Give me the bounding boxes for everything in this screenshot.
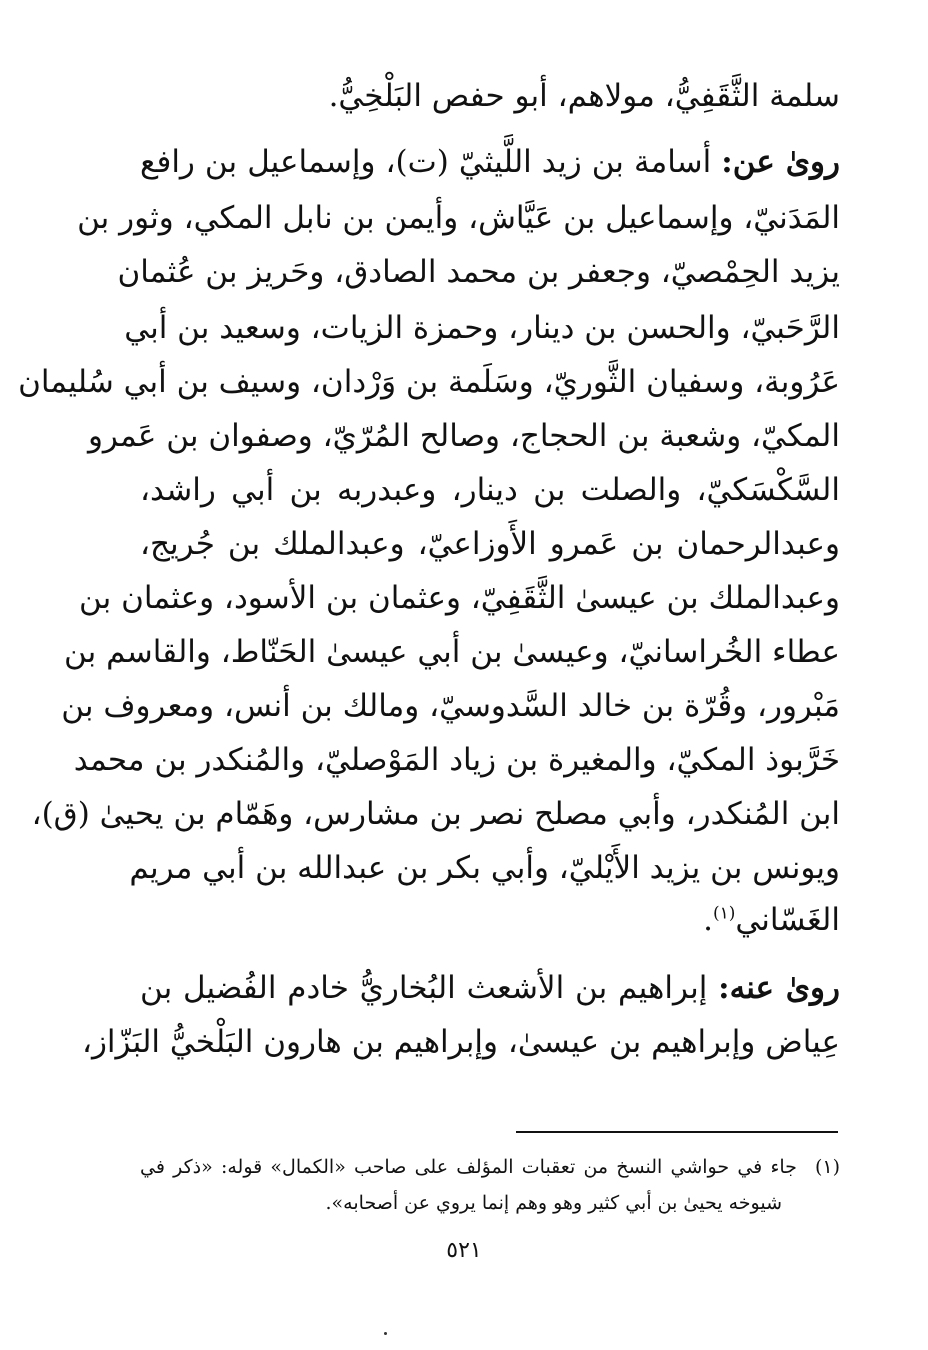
narrated-by-line-2 <box>81 1022 840 1062</box>
narrated-from-line-4 <box>124 308 840 348</box>
narrated-from-line-15 <box>140 900 840 940</box>
narrated-from-text-0: أسامة بن زيد اللَّيثيّ (ت)، وإسماعيل بن رافع <box>140 144 712 180</box>
narrated-from-text-11: خَرَّبوذ المكيّ، والمغيرة بن زياد المَوْصليّ، والمُنكدر بن محمد <box>73 742 840 778</box>
footnote-line-2 <box>140 1190 782 1216</box>
narrated-by-text-0: إبراهيم بن الأشعث البُخاريُّ خادم الفُضيل بن <box>140 970 708 1006</box>
narrated-from-text-1: المَدَنيّ، وإسماعيل بن عَيَّاش، وأيمن بن نابل المكي، وثور بن <box>77 200 840 236</box>
narrated-from-line-8 <box>140 524 840 564</box>
narrated-from-line-2 <box>77 198 840 238</box>
narrated-from-line-13 <box>31 794 840 834</box>
narrated-from-text-8: وعبدالملك بن عيسىٰ الثَّقَفِيّ، وعثمان بن الأسود، وعثمان بن <box>79 580 840 616</box>
scan-speck <box>384 1332 387 1335</box>
narrated-by-label: روىٰ عنه: <box>718 970 840 1006</box>
footnote-reference[interactable]: (١) <box>712 903 736 924</box>
narrated-from-text-2: يزيد الحِمْصيّ، وجعفر بن محمد الصادق، وحَريز بن عُثمان <box>117 254 840 290</box>
narrated-from-line-5 <box>18 362 840 402</box>
narrated-from-text-12: ابن المُنكدر، وأبي مصلح نصر بن مشارس، وهَمّام بن يحيىٰ (ق)، <box>31 796 840 832</box>
narrated-from-text-13: ويونس بن يزيد الأَيْليّ، وأبي بكر بن عبدالله بن أبي مريم <box>129 850 840 886</box>
footnote-text-0: جاء في حواشي النسخ من تعقبات المؤلف على صاحب «الكمال» قوله: «ذكر في <box>140 1156 797 1178</box>
narrated-from-line-1 <box>140 142 840 182</box>
footnote-marker: (١) <box>814 1156 840 1178</box>
narrated-from-line-6 <box>87 416 840 456</box>
intro-text: سلمة الثَّقَفِيُّ، مولاهم، أبو حفص البَلْخِيُّ. <box>328 78 840 114</box>
footnote-text-1: شيوخه يحيىٰ بن أبي كثير وهو وهم إنما يروي عن أصحابه». <box>325 1192 782 1214</box>
narrated-from-text-9: عطاء الخُراسانيّ، وعيسىٰ بن أبي عيسىٰ الحَنّاط، والقاسم بن <box>64 634 840 670</box>
narrated-from-line-12 <box>73 740 840 780</box>
narrated-from-text-5: المكيّ، وشعبة بن الحجاج، وصالح المُرّيّ، وصفوان بن عَمرو <box>87 418 840 454</box>
narrated-by-text-1: عِياض وإبراهيم بن عيسىٰ، وإبراهيم بن هارون البَلْخيُّ البَزّاز، <box>81 1024 840 1060</box>
narrated-from-text-4: عَرُوبة، وسفيان الثَّوريّ، وسَلَمة بن وَرْدان، وسيف بن أبي سُليمان <box>18 364 840 400</box>
narrated-from-text-14: الغَسّاني <box>735 902 840 938</box>
narrated-from-line-7 <box>140 470 840 510</box>
footnote-line-1 <box>140 1154 840 1180</box>
narrated-from-label: روىٰ عن: <box>721 144 840 180</box>
narrated-from-line-10 <box>64 632 840 672</box>
narrated-from-line-3 <box>117 252 840 292</box>
narrated-by-line-1 <box>140 968 840 1008</box>
footnote-separator <box>516 1131 838 1133</box>
page-number: ٥٢١ <box>446 1238 482 1263</box>
narrated-from-end-punct: . <box>703 902 713 938</box>
narrated-from-line-14 <box>129 848 840 888</box>
narrated-from-text-3: الرَّحَبيّ، والحسن بن دينار، وحمزة الزيات، وسعيد بن أبي <box>124 310 840 346</box>
narrated-from-line-11 <box>61 686 840 726</box>
intro-line <box>140 76 840 116</box>
narrated-from-line-9 <box>79 578 840 618</box>
narrated-from-text-7: وعبدالرحمان بن عَمرو الأَوزاعيّ، وعبدالملك بن جُريج، <box>140 526 840 562</box>
narrated-from-text-10: مَبْرور، وقُرّة بن خالد السَّدوسيّ، ومالك بن أنس، ومعروف بن <box>61 688 840 724</box>
narrated-from-text-6: السَّكْسَكيّ، والصلت بن دينار، وعبدربه بن أبي راشد، <box>140 472 840 508</box>
